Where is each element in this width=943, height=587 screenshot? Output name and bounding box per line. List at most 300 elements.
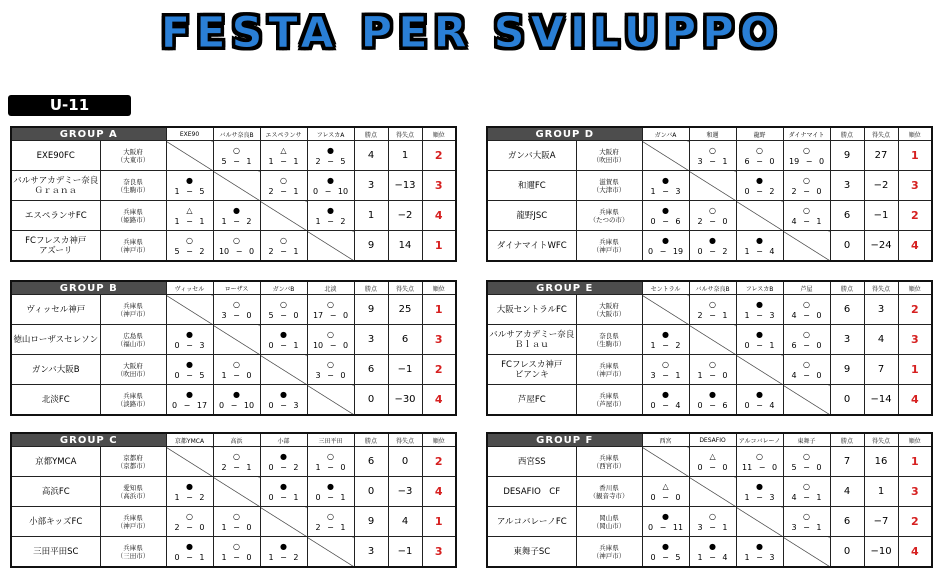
result-score: 0 − 17 — [171, 401, 208, 410]
result-score: 4 − 1 — [791, 493, 822, 502]
match-result-cell — [307, 355, 354, 385]
team-location: 滋賀県 （大津市） — [576, 171, 642, 201]
result-score: 1 − 0 — [221, 371, 252, 380]
match-result-cell — [166, 537, 213, 568]
result-mark: ○ — [233, 360, 240, 369]
match-result-cell — [260, 325, 307, 355]
group-name: GROUP C — [11, 433, 166, 447]
result-mark: ● — [662, 390, 669, 399]
team-name: ダイナマイトWFC — [487, 231, 576, 262]
goal-diff-value: 14 — [388, 231, 422, 262]
team-row — [487, 477, 932, 507]
self-match-cell — [736, 201, 783, 231]
result-mark: ○ — [709, 360, 716, 369]
opponent-header: ガンバA — [642, 127, 689, 141]
team-name: 三田平田SC — [11, 537, 100, 568]
result-mark: ● — [186, 360, 193, 369]
team-location: 兵庫県 （神戸市） — [576, 537, 642, 568]
result-mark: ○ — [803, 482, 810, 491]
result-mark: ● — [662, 236, 669, 245]
opponent-header: 三田平田 — [307, 433, 354, 447]
match-result-cell — [260, 171, 307, 201]
match-result-cell — [260, 537, 307, 568]
opponent-header: 芦屋 — [783, 281, 830, 295]
match-result-cell — [642, 201, 689, 231]
opponent-header: 高浜 — [213, 433, 260, 447]
points-value: 0 — [354, 385, 388, 416]
result-mark: ○ — [233, 512, 240, 521]
result-score: 0 − 1 — [268, 341, 299, 350]
page-title: FESTA PER SVILUPPO — [160, 8, 783, 58]
result-mark: ● — [186, 390, 193, 399]
team-name: 和邇FC — [487, 171, 576, 201]
self-match-cell — [213, 325, 260, 355]
result-score: 4 − 0 — [791, 311, 822, 320]
team-row — [487, 201, 932, 231]
match-result-cell — [689, 201, 736, 231]
team-row — [11, 507, 456, 537]
result-score: 1 − 2 — [315, 217, 346, 226]
points-value: 6 — [354, 447, 388, 477]
match-result-cell — [213, 447, 260, 477]
result-score: 1 − 3 — [744, 311, 775, 320]
team-name: ヴィッセル神戸 — [11, 295, 100, 325]
points-value: 0 — [830, 231, 864, 262]
match-result-cell — [307, 295, 354, 325]
self-match-cell — [736, 507, 783, 537]
points-value: 6 — [354, 355, 388, 385]
match-result-cell — [260, 447, 307, 477]
team-name: 龍野JSC — [487, 201, 576, 231]
result-mark: ○ — [803, 176, 810, 185]
result-mark: ○ — [233, 300, 240, 309]
result-score: 19 − 0 — [788, 157, 825, 166]
rank-header: 順位 — [422, 281, 456, 295]
goal-diff-value: 4 — [388, 507, 422, 537]
team-location: 奈良県 （生駒市） — [576, 325, 642, 355]
match-result-cell — [307, 201, 354, 231]
result-mark: ● — [280, 452, 287, 461]
match-result-cell — [260, 141, 307, 171]
result-score: 5 − 0 — [268, 311, 299, 320]
result-mark: ● — [756, 236, 763, 245]
opponent-header: フレスカA — [307, 127, 354, 141]
match-result-cell — [689, 385, 736, 416]
rank-header: 順位 — [422, 127, 456, 141]
goal-diff-value: −24 — [864, 231, 898, 262]
team-row — [11, 231, 456, 262]
rank-value: 1 — [898, 447, 932, 477]
result-score: 3 − 0 — [221, 311, 252, 320]
match-result-cell — [166, 507, 213, 537]
self-match-cell — [307, 231, 354, 262]
result-mark: ● — [756, 300, 763, 309]
match-result-cell — [642, 231, 689, 262]
match-result-cell — [736, 171, 783, 201]
result-score: 2 − 0 — [791, 187, 822, 196]
self-match-cell — [736, 355, 783, 385]
self-match-cell — [783, 537, 830, 568]
goal-diff-value: −2 — [388, 201, 422, 231]
rank-header: 順位 — [898, 433, 932, 447]
match-result-cell — [307, 325, 354, 355]
goal-diff-value: 25 — [388, 295, 422, 325]
points-value: 9 — [354, 231, 388, 262]
team-location: 兵庫県 （神戸市） — [100, 231, 166, 262]
team-row — [11, 477, 456, 507]
team-location: 兵庫県 （淡路市） — [100, 385, 166, 416]
match-result-cell — [166, 355, 213, 385]
team-location: 岡山県 （岡山市） — [576, 507, 642, 537]
goal-diff-value: 0 — [388, 447, 422, 477]
points-value: 9 — [354, 507, 388, 537]
team-name: EXE90FC — [11, 141, 100, 171]
result-score: 0 − 1 — [268, 493, 299, 502]
result-score: 1 − 0 — [221, 553, 252, 562]
match-result-cell — [783, 295, 830, 325]
opponent-header: バルサ奈良B — [689, 281, 736, 295]
result-score: 0 − 11 — [647, 523, 684, 532]
result-score: 2 − 5 — [315, 157, 346, 166]
self-match-cell — [166, 141, 213, 171]
team-name: アルコバレーノFC — [487, 507, 576, 537]
result-mark: ○ — [803, 360, 810, 369]
match-result-cell — [166, 231, 213, 262]
result-score: 0 − 0 — [650, 493, 681, 502]
points-value: 4 — [830, 477, 864, 507]
match-result-cell — [642, 325, 689, 355]
team-location: 兵庫県 （たつの市） — [576, 201, 642, 231]
group-table — [10, 126, 457, 262]
match-result-cell — [166, 201, 213, 231]
goal-diff-value: 27 — [864, 141, 898, 171]
gd-header: 得失点 — [864, 127, 898, 141]
group-name: GROUP E — [487, 281, 642, 295]
team-row — [11, 537, 456, 568]
points-value: 6 — [830, 201, 864, 231]
goal-diff-value: 3 — [864, 295, 898, 325]
result-score: 5 − 2 — [174, 247, 205, 256]
match-result-cell — [166, 171, 213, 201]
points-value: 3 — [830, 325, 864, 355]
points-value: 1 — [354, 201, 388, 231]
result-score: 1 − 0 — [315, 463, 346, 472]
opponent-header: 西宮 — [642, 433, 689, 447]
result-score: 3 − 0 — [315, 371, 346, 380]
match-result-cell — [783, 355, 830, 385]
result-mark: ○ — [327, 512, 334, 521]
match-result-cell — [260, 231, 307, 262]
result-score: 1 − 4 — [744, 247, 775, 256]
result-mark: ○ — [280, 300, 287, 309]
match-result-cell — [689, 447, 736, 477]
self-match-cell — [783, 385, 830, 416]
result-score: 0 − 1 — [744, 341, 775, 350]
team-location: 兵庫県 （芦屋市） — [576, 385, 642, 416]
team-name: 北淡FC — [11, 385, 100, 416]
match-result-cell — [783, 141, 830, 171]
self-match-cell — [642, 447, 689, 477]
goal-diff-value: −1 — [388, 355, 422, 385]
result-mark: ○ — [280, 236, 287, 245]
match-result-cell — [307, 171, 354, 201]
team-location: 大阪府 （大阪市） — [576, 295, 642, 325]
opponent-header: 北淡 — [307, 281, 354, 295]
match-result-cell — [307, 477, 354, 507]
match-result-cell — [213, 141, 260, 171]
group-table — [486, 280, 933, 416]
match-result-cell — [783, 507, 830, 537]
self-match-cell — [260, 355, 307, 385]
result-score: 0 − 2 — [744, 187, 775, 196]
result-mark: ● — [662, 176, 669, 185]
team-name: 東舞子SC — [487, 537, 576, 568]
opponent-header: アルコバレーノ — [736, 433, 783, 447]
result-mark: ○ — [233, 146, 240, 155]
team-name: 小部キッズFC — [11, 507, 100, 537]
rank-value: 4 — [422, 385, 456, 416]
rank-value: 2 — [898, 201, 932, 231]
team-location: 兵庫県 （神戸市） — [100, 295, 166, 325]
match-result-cell — [260, 295, 307, 325]
match-result-cell — [260, 477, 307, 507]
result-score: 0 − 19 — [647, 247, 684, 256]
team-row — [487, 537, 932, 568]
opponent-header: ダイナマイト — [783, 127, 830, 141]
rank-value: 4 — [898, 385, 932, 416]
goal-diff-value: −2 — [864, 171, 898, 201]
points-value: 7 — [830, 447, 864, 477]
self-match-cell — [260, 201, 307, 231]
result-mark: △ — [186, 206, 193, 215]
group-name: GROUP F — [487, 433, 642, 447]
result-score: 1 − 3 — [650, 187, 681, 196]
team-location: 香川県 （観音寺市） — [576, 477, 642, 507]
team-row — [487, 325, 932, 355]
result-score: 0 − 1 — [315, 493, 346, 502]
rank-value: 4 — [898, 537, 932, 568]
result-score: 2 − 1 — [697, 311, 728, 320]
rank-value: 1 — [422, 231, 456, 262]
team-row — [487, 231, 932, 262]
team-location: 兵庫県 （姫路市） — [100, 201, 166, 231]
result-mark: ○ — [803, 452, 810, 461]
result-mark: ● — [280, 390, 287, 399]
result-mark: ○ — [280, 176, 287, 185]
self-match-cell — [642, 141, 689, 171]
points-header: 勝点 — [830, 127, 864, 141]
opponent-header: ガンバB — [260, 281, 307, 295]
result-score: 2 − 0 — [174, 523, 205, 532]
opponent-header: ヴィッセル — [166, 281, 213, 295]
result-mark: ● — [327, 206, 334, 215]
result-score: 11 − 0 — [741, 463, 778, 472]
result-score: 1 − 2 — [221, 217, 252, 226]
points-header: 勝点 — [354, 281, 388, 295]
result-score: 1 − 2 — [650, 341, 681, 350]
team-name: 京都YMCA — [11, 447, 100, 477]
goal-diff-value: −1 — [864, 201, 898, 231]
match-result-cell — [213, 385, 260, 416]
team-name: FCフレスカ神戸 ビアンキ — [487, 355, 576, 385]
result-mark: ○ — [803, 512, 810, 521]
match-result-cell — [689, 295, 736, 325]
team-name: バルサアカデミー奈良 Ｂｌａｕ — [487, 325, 576, 355]
self-match-cell — [689, 325, 736, 355]
match-result-cell — [689, 507, 736, 537]
result-score: 0 − 10 — [218, 401, 255, 410]
result-mark: ● — [186, 542, 193, 551]
points-value: 3 — [354, 171, 388, 201]
group-name: GROUP B — [11, 281, 166, 295]
team-location: 兵庫県 （西宮市） — [576, 447, 642, 477]
team-row — [11, 171, 456, 201]
goal-diff-value: −30 — [388, 385, 422, 416]
rank-value: 2 — [422, 141, 456, 171]
result-mark: ○ — [709, 512, 716, 521]
match-result-cell — [642, 507, 689, 537]
points-value: 0 — [830, 537, 864, 568]
team-name: DESAFIO CF — [487, 477, 576, 507]
result-score: 0 − 5 — [650, 553, 681, 562]
goal-diff-value: 1 — [388, 141, 422, 171]
result-score: 17 − 0 — [312, 311, 349, 320]
goal-diff-value: 1 — [864, 477, 898, 507]
team-name: FCフレスカ神戸 アズーリ — [11, 231, 100, 262]
team-row — [487, 171, 932, 201]
points-value: 9 — [830, 141, 864, 171]
match-result-cell — [642, 477, 689, 507]
result-mark: ● — [280, 542, 287, 551]
match-result-cell — [736, 537, 783, 568]
result-score: 1 − 0 — [221, 523, 252, 532]
points-header: 勝点 — [354, 433, 388, 447]
rank-value: 2 — [898, 507, 932, 537]
rank-value: 1 — [422, 295, 456, 325]
match-result-cell — [213, 507, 260, 537]
result-score: 0 − 4 — [650, 401, 681, 410]
group-table — [10, 280, 457, 416]
result-score: 10 − 0 — [312, 341, 349, 350]
group-name: GROUP D — [487, 127, 642, 141]
match-result-cell — [307, 447, 354, 477]
goal-diff-value: −10 — [864, 537, 898, 568]
team-location: 兵庫県 （神戸市） — [576, 355, 642, 385]
result-score: 2 − 0 — [697, 217, 728, 226]
result-mark: ● — [233, 390, 240, 399]
team-row — [11, 385, 456, 416]
result-score: 0 − 4 — [744, 401, 775, 410]
gd-header: 得失点 — [388, 127, 422, 141]
points-value: 9 — [830, 355, 864, 385]
result-score: 1 − 3 — [744, 553, 775, 562]
rank-value: 2 — [422, 355, 456, 385]
points-value: 3 — [354, 325, 388, 355]
opponent-header: ローザス — [213, 281, 260, 295]
result-mark: ○ — [709, 146, 716, 155]
goal-diff-value: −14 — [864, 385, 898, 416]
result-score: 5 − 0 — [791, 463, 822, 472]
rank-value: 3 — [898, 325, 932, 355]
match-result-cell — [783, 325, 830, 355]
match-result-cell — [783, 477, 830, 507]
opponent-header: エスペランサ — [260, 127, 307, 141]
result-mark: ● — [662, 512, 669, 521]
result-mark: ○ — [186, 512, 193, 521]
result-score: 3 − 1 — [791, 523, 822, 532]
result-score: 5 − 1 — [221, 157, 252, 166]
result-mark: ○ — [756, 452, 763, 461]
team-location: 大阪府 （吹田市） — [100, 355, 166, 385]
team-location: 兵庫県 （神戸市） — [100, 507, 166, 537]
result-mark: ○ — [803, 146, 810, 155]
rank-value: 3 — [898, 477, 932, 507]
self-match-cell — [689, 477, 736, 507]
result-score: 10 − 0 — [218, 247, 255, 256]
result-score: 1 − 1 — [268, 157, 299, 166]
result-score: 0 − 5 — [174, 371, 205, 380]
points-value: 9 — [354, 295, 388, 325]
result-score: 1 − 2 — [268, 553, 299, 562]
match-result-cell — [689, 537, 736, 568]
result-mark: ○ — [327, 452, 334, 461]
result-score: 1 − 4 — [697, 553, 728, 562]
rank-header: 順位 — [898, 127, 932, 141]
opponent-header: DESAFIO — [689, 433, 736, 447]
result-mark: ● — [756, 330, 763, 339]
self-match-cell — [166, 295, 213, 325]
self-match-cell — [689, 171, 736, 201]
opponent-header: 龍野 — [736, 127, 783, 141]
result-mark: ● — [756, 542, 763, 551]
result-score: 2 − 1 — [221, 463, 252, 472]
match-result-cell — [166, 477, 213, 507]
match-result-cell — [307, 141, 354, 171]
team-location: 広島県 （福山市） — [100, 325, 166, 355]
result-mark: ● — [186, 330, 193, 339]
rank-value: 4 — [422, 477, 456, 507]
result-mark: ● — [327, 176, 334, 185]
points-header: 勝点 — [354, 127, 388, 141]
result-mark: ● — [709, 390, 716, 399]
self-match-cell — [783, 231, 830, 262]
opponent-header: 小部 — [260, 433, 307, 447]
team-row — [487, 141, 932, 171]
team-row — [487, 507, 932, 537]
result-mark: ○ — [233, 452, 240, 461]
result-score: 0 − 2 — [697, 247, 728, 256]
rank-header: 順位 — [898, 281, 932, 295]
result-score: 2 − 1 — [315, 523, 346, 532]
goal-diff-value: −7 — [864, 507, 898, 537]
match-result-cell — [642, 385, 689, 416]
result-mark: ● — [662, 330, 669, 339]
team-row — [11, 141, 456, 171]
result-mark: ● — [280, 330, 287, 339]
result-mark: ○ — [327, 300, 334, 309]
match-result-cell — [736, 447, 783, 477]
result-mark: ● — [233, 206, 240, 215]
gd-header: 得失点 — [864, 433, 898, 447]
points-value: 3 — [354, 537, 388, 568]
result-mark: ○ — [662, 360, 669, 369]
match-result-cell — [736, 385, 783, 416]
match-result-cell — [213, 537, 260, 568]
team-name: ガンバ大阪B — [11, 355, 100, 385]
group-name: GROUP A — [11, 127, 166, 141]
goal-diff-value: 4 — [864, 325, 898, 355]
result-score: 0 − 3 — [268, 401, 299, 410]
